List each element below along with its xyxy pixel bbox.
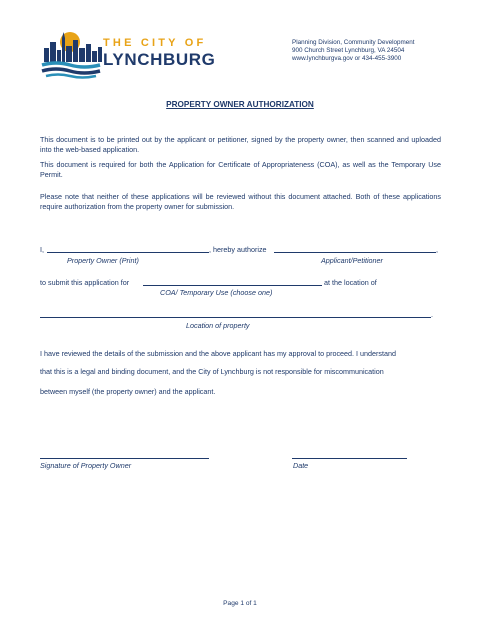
header-info-line2: 900 Church Street Lynchburg, VA 24504 (292, 47, 405, 54)
owner-signature-caption: Signature of Property Owner (40, 461, 132, 470)
submit-application-label: to submit this application for (40, 278, 130, 287)
date-caption: Date (293, 461, 309, 470)
instruction-paragraph-1: This document is to be printed out by the applicant or petitioner, signed by the property owner, then scanned and uploaded into the web-based application. (40, 135, 441, 154)
header-info-line3: www.lynchburgva.gov or 434-455-3900 (292, 55, 402, 62)
applicant-petitioner-caption: Applicant/Petitioner (321, 256, 383, 265)
location-of-label: at the location of (324, 278, 377, 287)
i-label: I, (40, 245, 44, 254)
document-title: PROPERTY OWNER AUTHORIZATION (166, 100, 314, 109)
property-owner-print-caption: Property Owner (Print) (67, 256, 139, 265)
coa-temporary-use-field[interactable] (143, 285, 322, 286)
page-number: Page 1 of 1 (223, 600, 257, 607)
property-owner-print-field[interactable] (47, 252, 209, 253)
end-period: . (431, 310, 433, 319)
location-of-property-field[interactable] (40, 317, 431, 318)
owner-signature-field[interactable] (40, 458, 209, 459)
coa-choose-caption: COA/ Temporary Use (choose one) (160, 288, 273, 297)
instruction-paragraph-3: Please note that neither of these applications will be reviewed without this document attached. Both of these applications require authorization from the property owner for submission. (40, 192, 441, 211)
logo-text-line2: LYNCHBURG (103, 50, 216, 69)
logo-text-line1: THE CITY OF (103, 37, 207, 49)
hereby-authorize-label: , hereby authorize (209, 245, 267, 254)
instruction-paragraph-2: This document is required for both the Application for Certificate of Appropriateness (COA), as well as the Temporary Use Permit. (40, 160, 441, 179)
header-contact-info (292, 39, 415, 63)
date-field[interactable] (292, 458, 407, 459)
statement-line-1: I have reviewed the details of the submission and the above applicant has my approval to proceed. I understand (40, 349, 397, 358)
statement-line-2: that this is a legal and binding document, and the City of Lynchburg is not responsible for miscommunication (40, 367, 384, 376)
end-comma: , (436, 245, 438, 254)
applicant-petitioner-field[interactable] (274, 252, 436, 253)
statement-line-3: between myself (the property owner) and the applicant. (40, 387, 216, 396)
location-of-property-caption: Location of property (186, 321, 250, 330)
header-info-line1: Planning Division, Community Development (292, 39, 415, 46)
